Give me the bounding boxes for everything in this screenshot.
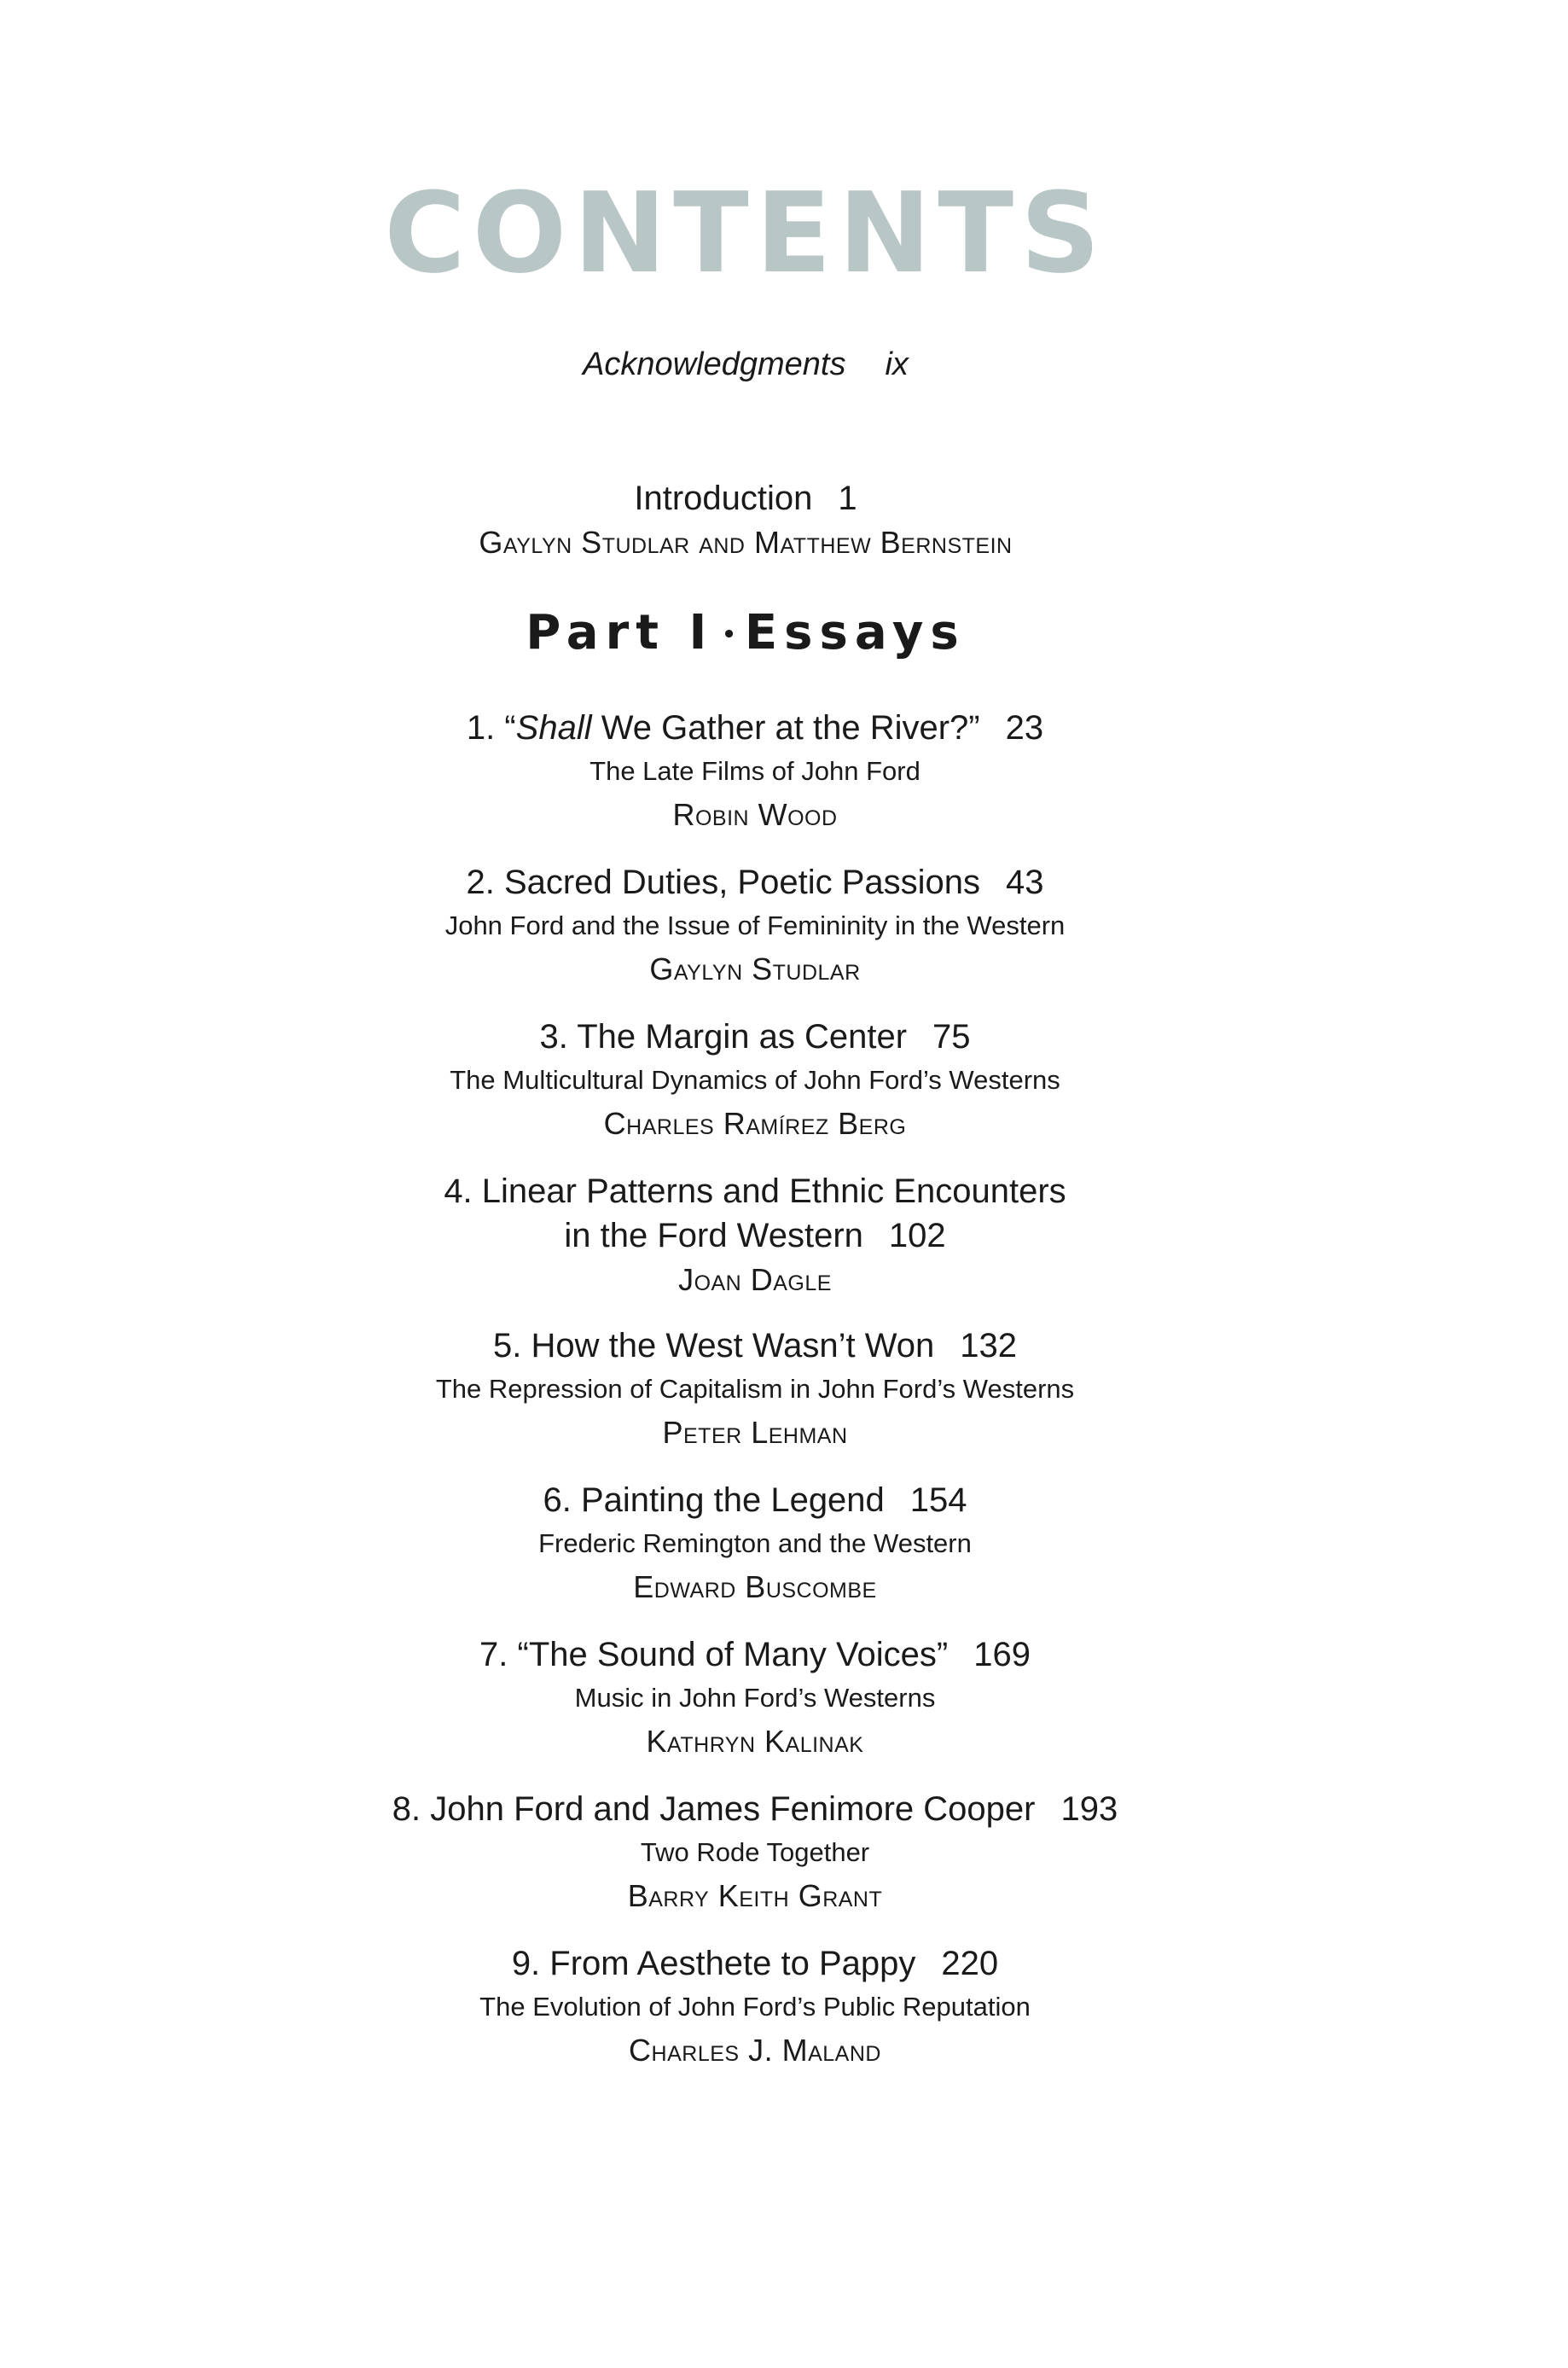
chapter-title-line	[0, 1941, 1510, 1986]
toc-chapter-5[interactable]	[0, 1324, 1510, 1455]
part-heading	[0, 604, 1491, 661]
chapter-subtitle: Music in John Ford’s Westerns	[574, 1683, 936, 1713]
chapter-page: 23	[1005, 709, 1044, 747]
toc-introduction[interactable]	[0, 476, 1491, 565]
chapter-author: Kathryn Kalinak	[646, 1724, 864, 1759]
introduction-title: Introduction	[634, 480, 813, 517]
acknowledgments-page: ix	[885, 346, 909, 382]
chapter-number: 2.	[466, 864, 495, 901]
chapter-author: Charles J. Maland	[629, 2033, 881, 2068]
acknowledgments-label: Acknowledgments	[583, 346, 846, 382]
chapter-title-line	[0, 1015, 1510, 1059]
chapter-title-line	[0, 1632, 1510, 1677]
chapter-title-emphasis: Shall	[515, 709, 592, 747]
chapter-page: 102	[888, 1217, 946, 1254]
chapter-subtitle: The Multicultural Dynamics of John Ford’s Westerns	[450, 1065, 1060, 1095]
chapter-author: Joan Dagle	[678, 1262, 832, 1297]
chapter-title-line-2	[0, 1213, 1510, 1258]
chapter-page: 43	[1006, 864, 1044, 901]
chapter-number: 4.	[444, 1172, 473, 1210]
toc-chapter-9[interactable]	[0, 1941, 1510, 2073]
toc-chapter-8[interactable]	[0, 1787, 1510, 1918]
chapter-page: 193	[1060, 1790, 1118, 1828]
page-heading: CONTENTS	[384, 168, 1107, 298]
chapter-title-rest: We Gather at the River?”	[591, 709, 980, 747]
toc-chapter-2[interactable]	[0, 860, 1510, 992]
chapter-page: 132	[960, 1327, 1017, 1364]
chapter-author: Barry Keith Grant	[627, 1878, 883, 1913]
introduction-page: 1	[838, 480, 857, 517]
chapter-number: 5.	[493, 1327, 522, 1364]
chapter-title-open-quote: “	[504, 709, 516, 747]
chapter-page: 154	[909, 1481, 967, 1519]
chapter-number: 8.	[392, 1790, 421, 1828]
chapter-subtitle: The Repression of Capitalism in John Ford’s Westerns	[435, 1374, 1075, 1404]
chapter-title-line	[0, 1787, 1510, 1831]
introduction-title-line	[0, 476, 1491, 521]
chapter-title: How the West Wasn’t Won	[531, 1327, 935, 1364]
chapter-author: Gaylyn Studlar	[649, 951, 861, 986]
chapter-number: 3.	[539, 1018, 568, 1056]
part-label: Part I	[526, 605, 714, 660]
chapter-title-line	[0, 860, 1510, 905]
chapter-title-line	[0, 1324, 1510, 1368]
chapter-title: “The Sound of Many Voices”	[517, 1636, 949, 1673]
chapter-title-continued: in the Ford Western	[564, 1217, 863, 1254]
toc-chapter-4[interactable]	[0, 1169, 1510, 1302]
chapter-page: 169	[973, 1636, 1031, 1673]
chapter-title: From Aesthete to Pappy	[549, 1945, 916, 1982]
chapter-subtitle: John Ford and the Issue of Femininity in the Western	[444, 911, 1066, 940]
chapter-title	[504, 709, 979, 747]
chapter-subtitle: Frederic Remington and the Western	[538, 1528, 972, 1558]
chapter-title: John Ford and James Fenimore Cooper	[430, 1790, 1036, 1828]
chapter-page: 75	[932, 1018, 971, 1056]
chapter-author: Edward Buscombe	[633, 1569, 877, 1604]
chapter-author: Robin Wood	[672, 797, 838, 832]
chapter-subtitle: Two Rode Together	[640, 1837, 870, 1867]
chapter-title-line	[0, 1478, 1510, 1522]
chapter-title-line	[0, 706, 1510, 750]
chapter-subtitle: The Evolution of John Ford’s Public Reputation	[479, 1992, 1031, 2022]
introduction-author: Gaylyn Studlar and Matthew Bernstein	[479, 525, 1013, 560]
toc-chapter-6[interactable]	[0, 1478, 1510, 1609]
part-name: Essays	[744, 605, 966, 660]
chapter-title: The Margin as Center	[577, 1018, 908, 1056]
chapter-author: Charles Ramírez Berg	[603, 1106, 907, 1141]
toc-acknowledgments[interactable]	[0, 346, 1491, 385]
chapter-number: 7.	[479, 1636, 508, 1673]
chapter-title: Sacred Duties, Poetic Passions	[503, 864, 981, 901]
chapter-title: Painting the Legend	[580, 1481, 885, 1519]
chapter-subtitle: The Late Films of John Ford	[589, 756, 920, 786]
chapter-title-line	[0, 1169, 1510, 1213]
chapter-author: Peter Lehman	[662, 1415, 848, 1450]
chapter-page: 220	[941, 1945, 999, 1982]
toc-chapter-7[interactable]	[0, 1632, 1510, 1764]
chapter-number: 9.	[511, 1945, 541, 1982]
chapter-number: 1.	[466, 709, 496, 747]
chapter-number: 6.	[543, 1481, 572, 1519]
chapter-title: Linear Patterns and Ethnic Encounters	[481, 1172, 1066, 1210]
toc-chapter-1[interactable]	[0, 706, 1510, 837]
toc-chapter-3[interactable]	[0, 1015, 1510, 1146]
part-separator: •	[722, 622, 736, 649]
